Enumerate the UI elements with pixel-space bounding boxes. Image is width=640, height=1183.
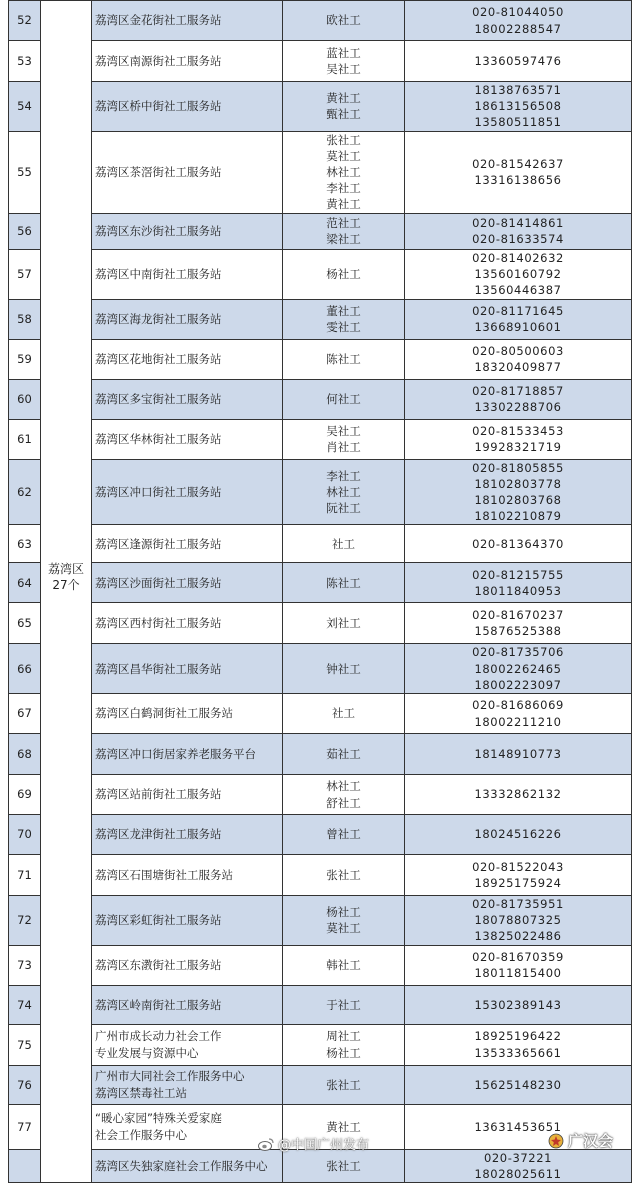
phone-number: 13316138656: [474, 173, 562, 188]
table-row: [9, 82, 632, 132]
table-row: [9, 213, 632, 249]
phone-number: 020-81364370: [472, 536, 564, 551]
social-worker-name: 范社工: [326, 215, 361, 230]
row-number: 53: [9, 41, 41, 82]
brand-logo-text: 广汉会: [568, 1132, 614, 1150]
phone-number: 18011840953: [474, 583, 562, 598]
row-number: 62: [9, 459, 41, 525]
table-body: [9, 1, 632, 1183]
station-name: 广州市成长动力社会工作: [95, 1029, 222, 1044]
phone-number: 020-81718857: [472, 383, 564, 398]
station-name-cell: [92, 775, 283, 815]
phone-cell: [405, 603, 632, 644]
social-worker-cell: [283, 1024, 405, 1065]
table-row: [9, 855, 632, 896]
row-number: 64: [9, 563, 41, 603]
social-worker-cell: [283, 299, 405, 339]
social-worker-name: 吴社工: [326, 62, 361, 76]
social-worker-name: 林社工: [326, 484, 361, 499]
row-number: 76: [9, 1065, 41, 1104]
phone-number: 18925175924: [474, 876, 562, 891]
social-worker-cell: [283, 734, 405, 775]
phone-cell: [405, 855, 632, 896]
station-name-cell: [92, 339, 283, 379]
social-worker-name: 莫社工: [326, 148, 361, 163]
social-worker-cell: [283, 1149, 405, 1182]
table-row: [9, 775, 632, 815]
table-row: [9, 41, 632, 82]
phone-cell: [405, 815, 632, 855]
phone-cell: [405, 694, 632, 734]
table-row: [9, 131, 632, 213]
phone-cell: [405, 41, 632, 82]
table-row: [9, 525, 632, 563]
station-name-cell: [92, 896, 283, 946]
phone-cell: [405, 459, 632, 525]
station-name: 荔湾区彩虹街社工服务站: [95, 913, 222, 928]
row-number: 57: [9, 249, 41, 299]
social-worker-name: 林社工: [326, 779, 361, 794]
brand-logo: [548, 1130, 613, 1151]
table-row: [9, 339, 632, 379]
table-row: [9, 734, 632, 775]
row-number: 54: [9, 82, 41, 132]
phone-number: 020-81402632: [472, 250, 564, 265]
station-name-cell: [92, 379, 283, 419]
row-number: 52: [9, 1, 41, 41]
row-number: 71: [9, 855, 41, 896]
row-number: 61: [9, 419, 41, 459]
station-name: 荔湾区禁毒社工站: [95, 1085, 187, 1100]
social-worker-name: 钟社工: [326, 661, 361, 676]
phone-number: 19928321719: [474, 440, 562, 455]
social-worker-name: 董社工: [326, 303, 361, 318]
social-worker-name: 杨社工: [326, 267, 361, 282]
station-name: 荔湾区多宝街社工服务站: [95, 392, 222, 407]
table-row: [9, 563, 632, 603]
station-name-cell: [92, 419, 283, 459]
station-name-cell: [92, 1149, 283, 1182]
station-name: 荔湾区华林街社工服务站: [95, 432, 222, 447]
station-name-cell: [92, 525, 283, 563]
social-worker-name: 甄社工: [326, 107, 361, 122]
station-name: 荔湾区失独家庭社会工作服务中心: [95, 1158, 268, 1173]
phone-number: 13580511851: [474, 115, 562, 130]
phone-number: 18138763571: [474, 83, 562, 97]
table-row: [9, 249, 632, 299]
social-worker-cell: [283, 815, 405, 855]
phone-number: 18613156508: [474, 99, 562, 114]
social-worker-cell: [283, 131, 405, 213]
table-row: [9, 1065, 632, 1104]
phone-cell: [405, 1065, 632, 1104]
social-worker-name: 舒社工: [326, 795, 361, 810]
social-worker-cell: [283, 603, 405, 644]
station-name: 荔湾区岭南街社工服务站: [95, 997, 222, 1012]
station-name: 荔湾区中南街社工服务站: [95, 267, 222, 282]
phone-number: 020-81735951: [472, 897, 564, 912]
station-name-cell: [92, 131, 283, 213]
row-number: 70: [9, 815, 41, 855]
station-name-cell: [92, 1, 283, 41]
row-number: 75: [9, 1024, 41, 1065]
watermark-text: @中国广州发布: [278, 1138, 370, 1153]
station-name: 荔湾区石围塘街社工服务站: [95, 867, 233, 882]
station-name-cell: [92, 563, 283, 603]
district-cell: [41, 1, 92, 1183]
table-row: [9, 459, 632, 525]
phone-cell: [405, 985, 632, 1024]
row-number: 77: [9, 1104, 41, 1149]
row-number: 66: [9, 644, 41, 694]
phone-cell: [405, 299, 632, 339]
row-number: 65: [9, 603, 41, 644]
station-name-cell: [92, 249, 283, 299]
table-row: [9, 299, 632, 339]
social-worker-name: 黄社工: [326, 197, 361, 212]
social-worker-cell: [283, 945, 405, 985]
phone-number: 020-81522043: [472, 859, 564, 874]
social-worker-cell: [283, 419, 405, 459]
phone-number: 13302288706: [474, 400, 562, 415]
row-number: 72: [9, 896, 41, 946]
phone-number: 18102803778: [474, 476, 562, 491]
phone-number: 18925196422: [474, 1029, 562, 1044]
social-worker-name: 李社工: [326, 181, 361, 196]
social-worker-name: 陈社工: [326, 352, 361, 367]
social-worker-cell: [283, 1065, 405, 1104]
phone-cell: [405, 945, 632, 985]
phone-number: 020-37221: [483, 1150, 553, 1165]
station-name-cell: [92, 459, 283, 525]
row-number: 60: [9, 379, 41, 419]
social-worker-cell: [283, 41, 405, 82]
weibo-watermark: [258, 1134, 369, 1153]
phone-cell: [405, 1, 632, 41]
station-name: 荔湾区站前街社工服务站: [95, 787, 222, 802]
station-name: 荔湾区白鹤洞街社工服务站: [95, 706, 233, 721]
social-worker-cell: [283, 563, 405, 603]
social-worker-name: 李社工: [326, 468, 361, 483]
social-worker-name: 周社工: [326, 1029, 361, 1044]
phone-number: 18002211210: [474, 714, 562, 729]
phone-number: 020-81670237: [472, 608, 564, 623]
row-number: 59: [9, 339, 41, 379]
social-worker-name: 黄社工: [326, 91, 361, 106]
social-worker-cell: [283, 249, 405, 299]
social-worker-name: 雯社工: [326, 320, 361, 335]
station-name: 荔湾区冲口街社工服务站: [95, 484, 222, 499]
phone-number: 020-81686069: [472, 698, 564, 713]
row-number: 74: [9, 985, 41, 1024]
station-name: 专业发展与资源中心: [95, 1045, 199, 1060]
station-name: 荔湾区南源街社工服务站: [95, 53, 222, 68]
social-worker-name: 蓝社工: [326, 45, 361, 60]
row-number: 58: [9, 299, 41, 339]
phone-number: 13825022486: [474, 929, 562, 944]
station-name: 荔湾区金花街社工服务站: [95, 13, 222, 28]
phone-number: 13668910601: [474, 320, 562, 335]
social-worker-cell: [283, 855, 405, 896]
phone-number: 18102210879: [474, 509, 562, 524]
phone-number: 13560446387: [474, 283, 562, 298]
phone-number: 020-81805855: [472, 460, 564, 475]
table-row: [9, 419, 632, 459]
station-name: 荔湾区茶滘街社工服务站: [95, 165, 222, 180]
phone-cell: [405, 896, 632, 946]
table-row: [9, 603, 632, 644]
phone-number: 020-81171645: [472, 303, 564, 318]
phone-cell: [405, 525, 632, 563]
station-name: 荔湾区沙面街社工服务站: [95, 575, 222, 590]
social-worker-cell: [283, 339, 405, 379]
station-name-cell: [92, 985, 283, 1024]
station-name: 荔湾区昌华街社工服务站: [95, 661, 222, 676]
station-name: 荔湾区东沙街社工服务站: [95, 224, 222, 239]
phone-number: 13360597476: [474, 53, 562, 68]
brand-logo-icon: [548, 1133, 564, 1149]
social-worker-name: 张社工: [326, 867, 361, 882]
station-name-cell: [92, 1104, 283, 1149]
row-number: 68: [9, 734, 41, 775]
station-name: 荔湾区桥中街社工服务站: [95, 99, 222, 114]
phone-number: 18024516226: [474, 827, 562, 842]
district-name: 荔湾区: [47, 562, 84, 576]
social-worker-name: 欧社工: [326, 13, 361, 28]
social-worker-cell: [283, 1, 405, 41]
phone-number: 020-81670359: [472, 949, 564, 964]
social-worker-name: 梁社工: [326, 232, 361, 247]
district-count: 27个: [52, 578, 80, 593]
station-name: 荔湾区海龙街社工服务站: [95, 312, 222, 327]
phone-number: 13631453651: [474, 1119, 562, 1134]
row-number: [9, 1149, 41, 1182]
table-row: [9, 815, 632, 855]
station-name: “暖心家园”特殊关爱家庭: [95, 1111, 222, 1126]
row-number: 56: [9, 213, 41, 249]
phone-cell: [405, 1149, 632, 1182]
table-row: [9, 1024, 632, 1065]
social-worker-name: 曾社工: [326, 827, 361, 842]
station-name-cell: [92, 603, 283, 644]
social-worker-cell: [283, 775, 405, 815]
phone-number: 13332862132: [474, 787, 562, 802]
phone-cell: [405, 644, 632, 694]
table-row: [9, 1, 632, 41]
table-row: [9, 379, 632, 419]
phone-number: 020-80500603: [472, 343, 564, 358]
weibo-icon: [258, 1137, 274, 1151]
social-worker-name: 韩社工: [326, 958, 361, 973]
table-row: [9, 945, 632, 985]
station-name: 荔湾区花地街社工服务站: [95, 352, 222, 367]
social-worker-name: 杨社工: [326, 905, 361, 920]
service-station-table-wrapper: [8, 0, 631, 1183]
social-worker-name: 张社工: [326, 132, 361, 147]
station-name-cell: [92, 213, 283, 249]
phone-cell: [405, 339, 632, 379]
phone-number: 18002262465: [474, 661, 562, 676]
phone-number: 020-81215755: [472, 567, 564, 582]
phone-number: 18320409877: [474, 360, 562, 375]
station-name: 荔湾区东漖街社工服务站: [95, 958, 222, 973]
phone-cell: [405, 82, 632, 132]
station-name: 荔湾区逢源街社工服务站: [95, 536, 222, 551]
station-name-cell: [92, 41, 283, 82]
social-worker-name: 茹社工: [326, 746, 361, 761]
station-name: 社会工作服务中心: [95, 1127, 187, 1142]
social-worker-name: 肖社工: [326, 440, 361, 455]
phone-cell: [405, 734, 632, 775]
service-station-table: [8, 0, 632, 1183]
social-worker-name: 张社工: [326, 1077, 361, 1092]
social-worker-name: 黄社工: [326, 1119, 361, 1134]
phone-cell: [405, 1024, 632, 1065]
station-name-cell: [92, 694, 283, 734]
social-worker-cell: [283, 82, 405, 132]
social-worker-name: 林社工: [326, 165, 361, 180]
station-name-cell: [92, 1024, 283, 1065]
phone-number: 18148910773: [474, 746, 562, 761]
social-worker-name: 杨社工: [326, 1045, 361, 1060]
row-number: 63: [9, 525, 41, 563]
station-name: 荔湾区冲口街居家养老服务平台: [95, 746, 256, 761]
phone-cell: [405, 563, 632, 603]
social-worker-cell: [283, 896, 405, 946]
phone-number: 020-81414861: [472, 215, 564, 230]
social-worker-name: 陈社工: [326, 575, 361, 590]
phone-cell: [405, 419, 632, 459]
social-worker-cell: [283, 459, 405, 525]
phone-cell: [405, 379, 632, 419]
social-worker-cell: [283, 644, 405, 694]
social-worker-cell: [283, 525, 405, 563]
social-worker-name: 莫社工: [326, 921, 361, 936]
station-name-cell: [92, 734, 283, 775]
table-row: [9, 1149, 632, 1182]
station-name-cell: [92, 82, 283, 132]
phone-number: 15876525388: [474, 624, 562, 639]
phone-number: 020-81533453: [472, 423, 564, 438]
station-name-cell: [92, 1065, 283, 1104]
phone-number: 020-81044050: [472, 5, 564, 20]
social-worker-name: 社工: [332, 706, 355, 721]
row-number: 73: [9, 945, 41, 985]
station-name: 荔湾区龙津街社工服务站: [95, 827, 222, 842]
phone-cell: [405, 213, 632, 249]
station-name-cell: [92, 945, 283, 985]
station-name-cell: [92, 299, 283, 339]
table-row: [9, 694, 632, 734]
social-worker-name: 阮社工: [326, 501, 361, 516]
station-name-cell: [92, 855, 283, 896]
phone-cell: [405, 775, 632, 815]
social-worker-cell: [283, 985, 405, 1024]
row-number: 67: [9, 694, 41, 734]
table-row: [9, 985, 632, 1024]
social-worker-name: 张社工: [326, 1158, 361, 1173]
phone-cell: [405, 131, 632, 213]
station-name-cell: [92, 644, 283, 694]
social-worker-cell: [283, 694, 405, 734]
social-worker-name: 于社工: [326, 997, 361, 1012]
social-worker-name: 社工: [332, 536, 355, 551]
phone-number: 020-81735706: [472, 645, 564, 660]
phone-number: 15302389143: [474, 997, 562, 1012]
table-row: [9, 644, 632, 694]
station-name: 广州市大同社会工作服务中心: [95, 1069, 245, 1084]
phone-number: 15625148230: [474, 1077, 562, 1092]
phone-number: 18002288547: [474, 21, 562, 36]
social-worker-cell: [283, 379, 405, 419]
phone-number: 020-81633574: [472, 232, 564, 247]
station-name: 荔湾区西村街社工服务站: [95, 616, 222, 631]
social-worker-name: 吴社工: [326, 423, 361, 438]
social-worker-name: 何社工: [326, 392, 361, 407]
phone-number: 18002223097: [474, 677, 562, 692]
phone-number: 18028025611: [474, 1166, 562, 1181]
table-row: [9, 896, 632, 946]
phone-number: 18102803768: [474, 493, 562, 508]
phone-number: 13560160792: [474, 267, 562, 282]
station-name-cell: [92, 815, 283, 855]
phone-number: 13533365661: [474, 1045, 562, 1060]
phone-number: 18011815400: [474, 966, 562, 981]
row-number: 69: [9, 775, 41, 815]
social-worker-cell: [283, 213, 405, 249]
phone-cell: [405, 249, 632, 299]
social-worker-name: 刘社工: [326, 616, 361, 631]
phone-number: 020-81542637: [472, 156, 564, 171]
row-number: 55: [9, 131, 41, 213]
phone-number: 18078807325: [474, 913, 562, 928]
